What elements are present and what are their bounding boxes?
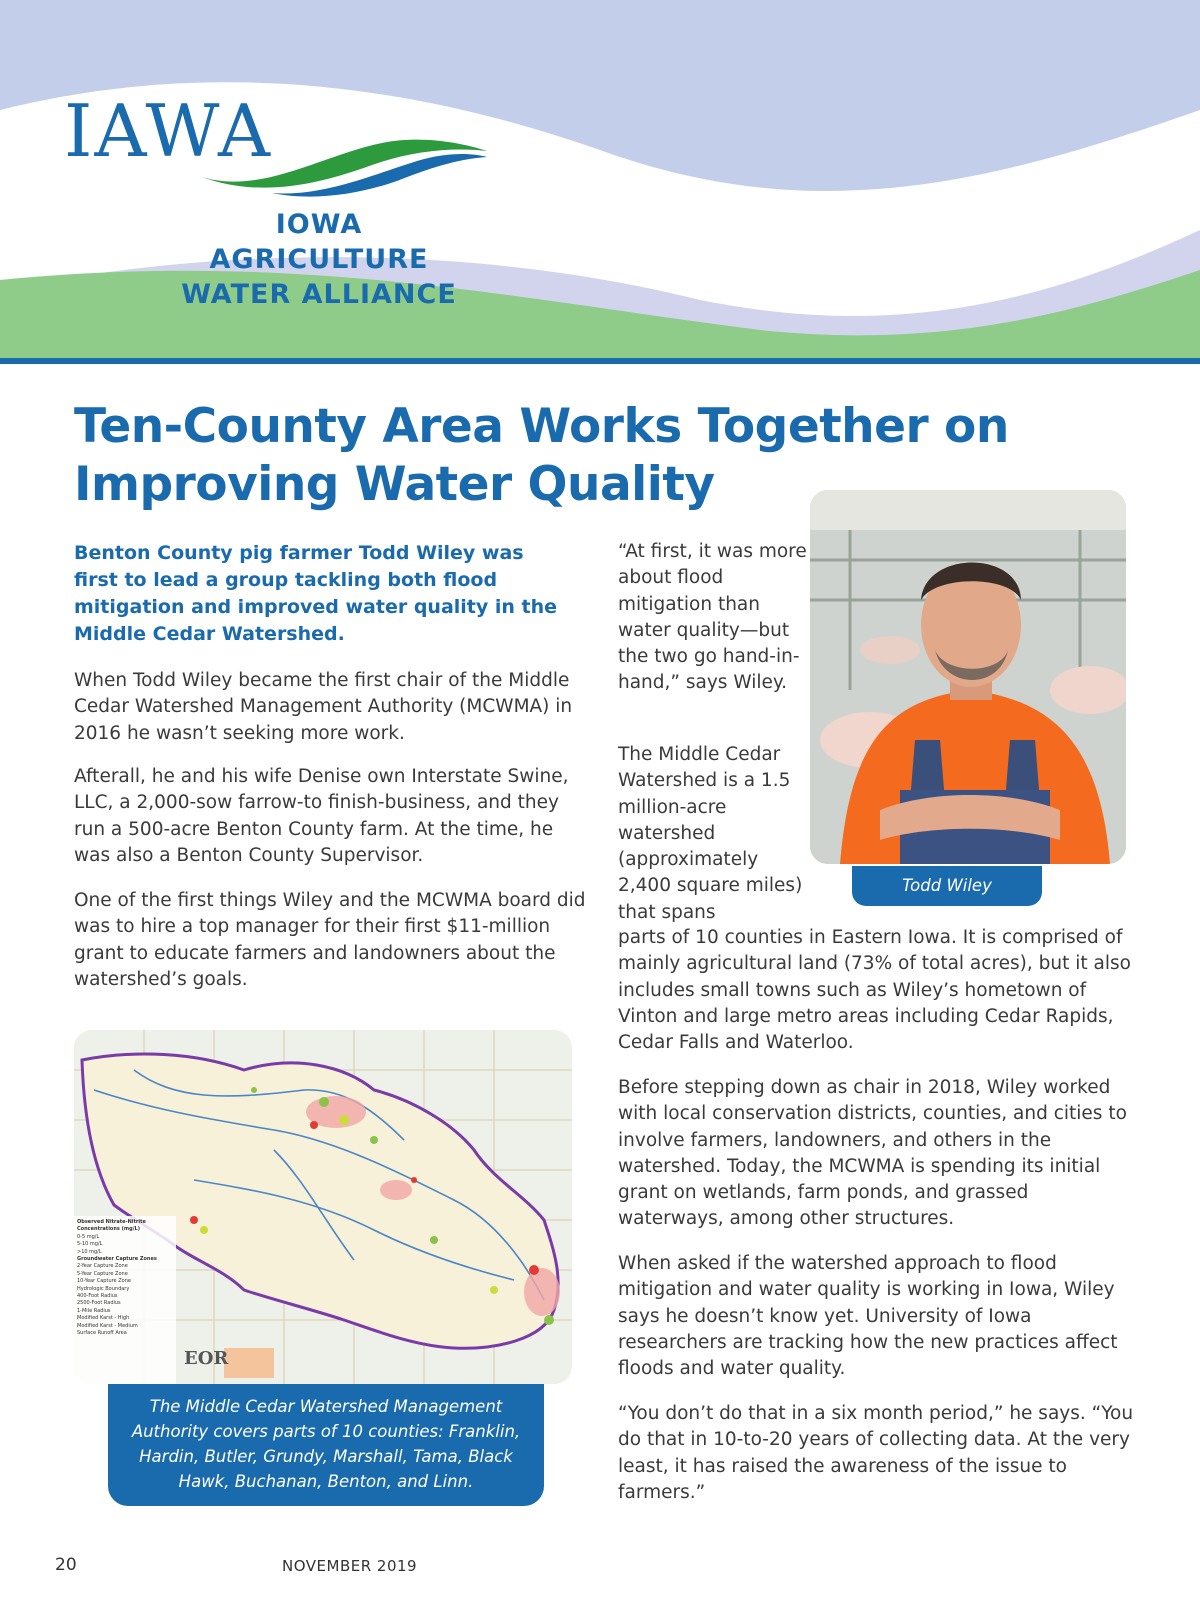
- map-legend: [74, 1216, 176, 1384]
- header-banner: [0, 0, 1200, 368]
- logo-wordmark: IAWA: [64, 89, 272, 173]
- legend-item: 2500-Foot Radius: [77, 1300, 121, 1307]
- logo-swoosh-icon: [202, 135, 492, 205]
- issue-date: NOVEMBER 2019: [282, 1557, 418, 1575]
- watershed-map: [74, 1030, 572, 1384]
- legend-item: Hydrologic Boundary: [77, 1285, 130, 1292]
- legend-heading: Groundwater Capture Zones: [77, 1256, 157, 1263]
- legend-item: 10-Year Capture Zone: [77, 1278, 131, 1285]
- body-paragraph: When Todd Wiley became the first chair of the Middle Cedar Watershed Management Authority (MCWMA) in 2016 he wasn’t seeking more work.: [74, 670, 573, 744]
- watershed-description-continued: parts of 10 counties in Eastern Iowa. It is comprised of mainly agricultural land (73% of total acres), but it also includes small towns such as Wiley’s hometown of Vinton and large metro areas including Cedar Rapids, Cedar Falls and Waterloo.: [618, 927, 1131, 1054]
- iawa-logo: [64, 89, 484, 310]
- logo-subtitle: [174, 207, 464, 312]
- watershed-description: The Middle Cedar Watershed is a 1.5 million-acre watershed (approximately 2,400 square miles) that spans: [618, 744, 803, 923]
- legend-item: 2-Year Capture Zone: [77, 1263, 128, 1270]
- legend-item: 1-Mile Radius: [77, 1307, 111, 1314]
- legend-item: Modified Karst - High: [77, 1315, 130, 1322]
- body-paragraph: Afterall, he and his wife Denise own Interstate Swine, LLC, a 2,000-sow farrow-to finish-business, and they run a 500-acre Benton County farm. At the time, he was also a Benton County Supervisor.: [74, 766, 569, 866]
- legend-item: 400-Foot Radius: [77, 1293, 118, 1300]
- photo-caption: Todd Wiley: [852, 866, 1042, 906]
- wiley-quote: “At first, it was more about flood mitigation than water quality—but the two go hand-in-hand,” says Wiley.: [618, 541, 807, 694]
- map-caption: The Middle Cedar Watershed Management Authority covers parts of 10 counties: Franklin, Hardin, Butler, Grundy, Marshall, Tama, Black Hawk, Buchanan, Benton, and Linn.: [108, 1384, 544, 1506]
- legend-item: Modified Karst - Medium: [77, 1322, 138, 1329]
- legend-item: 0-5 mg/L: [77, 1233, 100, 1240]
- article-title: Ten-County Area Works Together on Improving Water Quality: [74, 399, 1009, 512]
- body-paragraph: One of the first things Wiley and the MCWMA board did was to hire a top manager for their first $11-million grant to educate farmers and landowners about the watershed’s goals.: [74, 890, 586, 990]
- legend-heading: Observed Nitrate-Nitrite: [77, 1219, 146, 1225]
- legend-item: 5-Year Capture Zone: [77, 1270, 128, 1277]
- legend-item: 5-10 mg/L: [77, 1241, 103, 1248]
- logo-line-2: WATER ALLIANCE: [181, 279, 457, 310]
- closing-quote: “You don’t do that in a six month period,” he says. “You do that in 10-to-20 years of collecting data. At the very least, it has raised the awareness of the issue to farmers.”: [618, 1403, 1134, 1503]
- photo-illustration: [810, 490, 1126, 864]
- article-lede: Benton County pig farmer Todd Wiley was first to lead a group tackling both flood mitigation and improved water quality in the Middle Cedar Watershed.: [74, 542, 558, 645]
- legend-item: Surface Runoff Area: [77, 1330, 127, 1337]
- legend-item: >10 mg/L: [77, 1248, 102, 1255]
- map-brand-logo: EOR: [184, 1348, 229, 1369]
- todd-wiley-photo: [810, 490, 1126, 864]
- body-paragraph: When asked if the watershed approach to flood mitigation and water quality is working in Iowa, Wiley says he doesn’t know yet. University of Iowa researchers are tracking how the new practices affect floods and water quality.: [618, 1253, 1118, 1380]
- logo-line-1: IOWA AGRICULTURE: [209, 209, 429, 275]
- page-number: 20: [55, 1555, 77, 1575]
- body-paragraph: Before stepping down as chair in 2018, Wiley worked with local conservation districts, counties, and cities to involve farmers, landowners, and others in the watershed. Today, the MCWMA is spending its initial grant on wetlands, farm ponds, and grassed waterways, among other structures.: [618, 1077, 1127, 1230]
- legend-heading: Concentrations (mg/L): [77, 1226, 140, 1233]
